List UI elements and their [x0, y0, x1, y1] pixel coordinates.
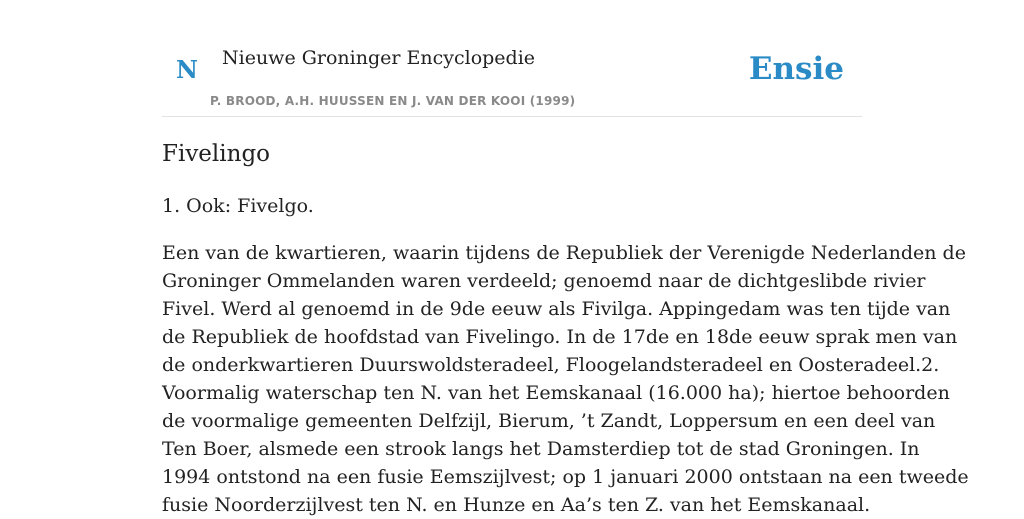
- body-line: Voormalig waterschap ten N. van het Eemskanaal (16.000 ha); hiertoe behoorden: [162, 382, 950, 404]
- body-line: 1994 ontstond na een fusie Eemszijlvest; op 1 januari 2000 ontstaan na een tweede: [162, 466, 969, 488]
- entry-subtitle: 1. Ook: Fivelgo.: [162, 195, 314, 217]
- book-logo[interactable]: N: [176, 55, 198, 84]
- site-header: [162, 0, 862, 117]
- body-line: de voormalige gemeenten Delfzijl, Bierum, ’t Zandt, Loppersum en een deel van: [162, 410, 936, 432]
- entry-title: Fivelingo: [162, 141, 271, 167]
- body-line: Een van de kwartieren, waarin tijdens de Republiek der Verenigde Nederlanden de: [162, 242, 966, 264]
- body-line: Fivel. Werd al genoemd in de 9de eeuw als Fivilga. Appingedam was ten tijde van: [162, 298, 951, 320]
- body-line: de Republiek de hoofdstad van Fivelingo. In de 17de en 18de eeuw sprak men van: [162, 326, 958, 348]
- entry-body: [162, 239, 969, 519]
- book-title[interactable]: Nieuwe Groninger Encyclopedie: [222, 47, 536, 69]
- book-authors: P. BROOD, A.H. HUUSSEN EN J. VAN DER KOOI (1999): [210, 94, 576, 108]
- body-line: de onderkwartieren Duurswoldsteradeel, Floogelandsteradeel en Oosteradeel.2.: [162, 354, 940, 376]
- body-line: Ten Boer, alsmede een strook langs het Damsterdiep tot de stad Groningen. In: [162, 438, 920, 460]
- body-line: fusie Noorderzijlvest ten N. en Hunze en Aa’s ten Z. van het Eemskanaal.: [162, 494, 871, 516]
- ensie-logo[interactable]: Ensie: [748, 51, 844, 87]
- page: [162, 0, 969, 516]
- body-line: Groninger Ommelanden waren verdeeld; genoemd naar de dichtgeslibde rivier: [162, 270, 926, 292]
